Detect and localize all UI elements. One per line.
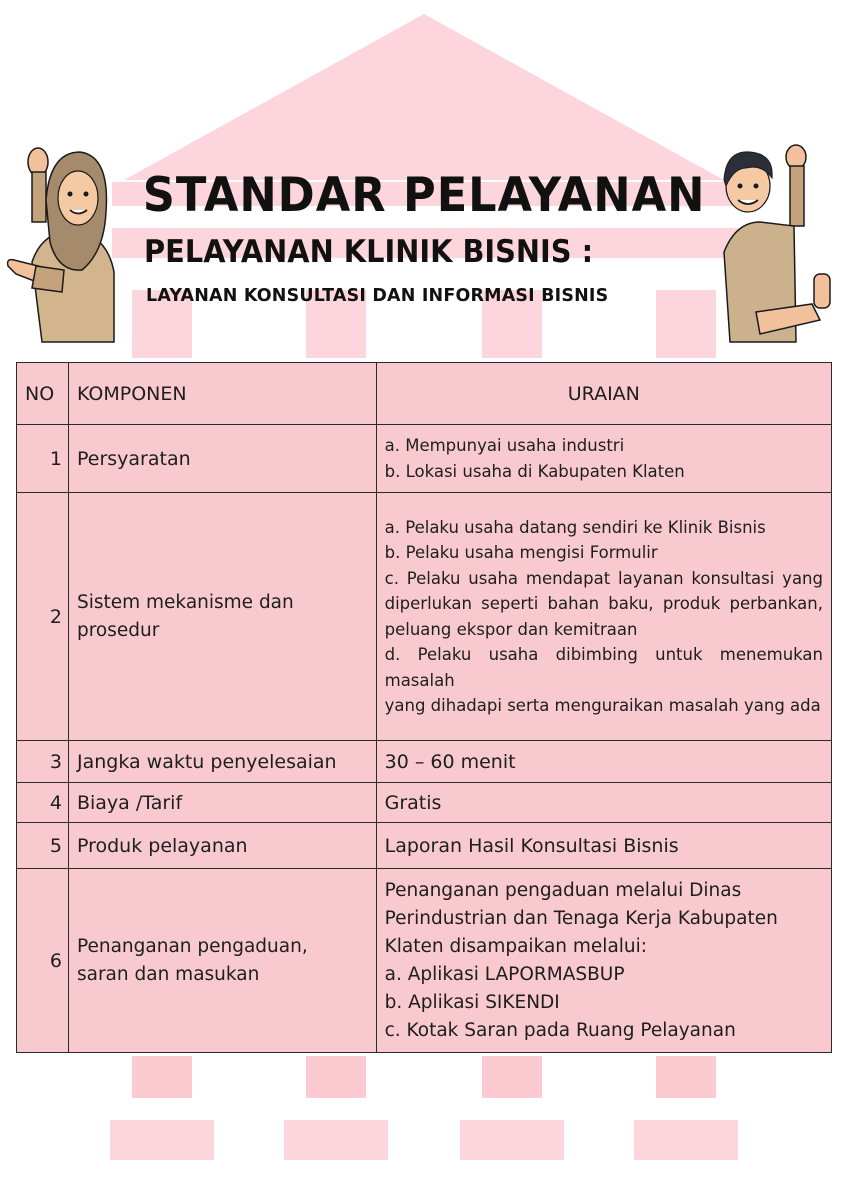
uraian-line: yang dihadapi serta menguraikan masalah yang ada bbox=[384, 696, 821, 715]
building-plinth bbox=[460, 1120, 564, 1160]
uraian-line: Gratis bbox=[384, 791, 442, 814]
row-komponen: Sistem mekanisme dan prosedur bbox=[68, 493, 376, 741]
row-uraian bbox=[376, 869, 831, 1053]
uraian-line: a. Pelaku usaha datang sendiri ke Klinik Bisnis bbox=[384, 517, 766, 537]
uraian-line: 30 – 60 menit bbox=[384, 750, 516, 773]
building-column-base bbox=[656, 1056, 716, 1098]
uraian-line: d. Pelaku usaha dibimbing untuk menemukan masalah bbox=[384, 645, 823, 690]
table-row bbox=[17, 493, 832, 741]
building-plinth bbox=[634, 1120, 738, 1160]
table-row bbox=[17, 741, 832, 783]
table-row bbox=[17, 425, 832, 493]
page-subtitle: PELAYANAN KLINIK BISNIS : bbox=[144, 234, 594, 270]
header-no: NO bbox=[17, 363, 69, 425]
table-row bbox=[17, 823, 832, 869]
service-standard-table bbox=[16, 362, 832, 1053]
header-komponen: KOMPONEN bbox=[68, 363, 376, 425]
row-uraian bbox=[376, 741, 831, 783]
building-column-base bbox=[482, 1056, 542, 1098]
building-roof bbox=[124, 14, 724, 180]
header-uraian: URAIAN bbox=[376, 363, 831, 425]
row-uraian bbox=[376, 783, 831, 823]
page-title: STANDAR PELAYANAN bbox=[142, 168, 706, 223]
row-uraian bbox=[376, 823, 831, 869]
uraian-line: b. Pelaku usaha mengisi Formulir bbox=[384, 543, 658, 562]
row-komponen: Biaya /Tarif bbox=[68, 783, 376, 823]
row-no: 2 bbox=[17, 493, 69, 741]
uraian-line: b. Lokasi usaha di Kabupaten Klaten bbox=[384, 461, 685, 481]
uraian-line: Laporan Hasil Konsultasi Bisnis bbox=[384, 834, 679, 857]
row-no: 1 bbox=[17, 425, 69, 493]
row-no: 6 bbox=[17, 869, 69, 1053]
row-uraian bbox=[376, 493, 831, 741]
row-komponen: Penanganan pengaduan, saran dan masukan bbox=[68, 869, 376, 1053]
building-column-base bbox=[306, 1056, 366, 1098]
uraian-line: c. Pelaku usaha mendapat layanan konsultasi yang diperlukan seperti bahan baku, produk perbankan, peluang ekspor dan kemitraan bbox=[384, 568, 823, 639]
building-plinth bbox=[110, 1120, 214, 1160]
page-subtitle-secondary: LAYANAN KONSULTASI DAN INFORMASI BISNIS bbox=[146, 285, 609, 306]
row-no: 5 bbox=[17, 823, 69, 869]
uraian-line: a. Aplikasi LAPORMASBUP bbox=[384, 963, 625, 985]
table-row bbox=[17, 869, 832, 1053]
row-no: 3 bbox=[17, 741, 69, 783]
building-plinth bbox=[284, 1120, 388, 1160]
row-uraian bbox=[376, 425, 831, 493]
uraian-line: a. Mempunyai usaha industri bbox=[384, 436, 625, 455]
row-komponen: Produk pelayanan bbox=[68, 823, 376, 869]
table-header-row bbox=[17, 363, 832, 425]
uraian-line: c. Kotak Saran pada Ruang Pelayanan bbox=[384, 1019, 736, 1041]
uraian-line: Penanganan pengaduan melalui Dinas Perindustrian dan Tenaga Kerja Kabupaten Klaten disampaikan melalui: bbox=[384, 879, 778, 957]
table-row bbox=[17, 783, 832, 823]
uraian-line: b. Aplikasi SIKENDI bbox=[384, 991, 560, 1013]
building-column-base bbox=[132, 1056, 192, 1098]
row-komponen: Persyaratan bbox=[68, 425, 376, 493]
row-komponen: Jangka waktu penyelesaian bbox=[68, 741, 376, 783]
row-no: 4 bbox=[17, 783, 69, 823]
